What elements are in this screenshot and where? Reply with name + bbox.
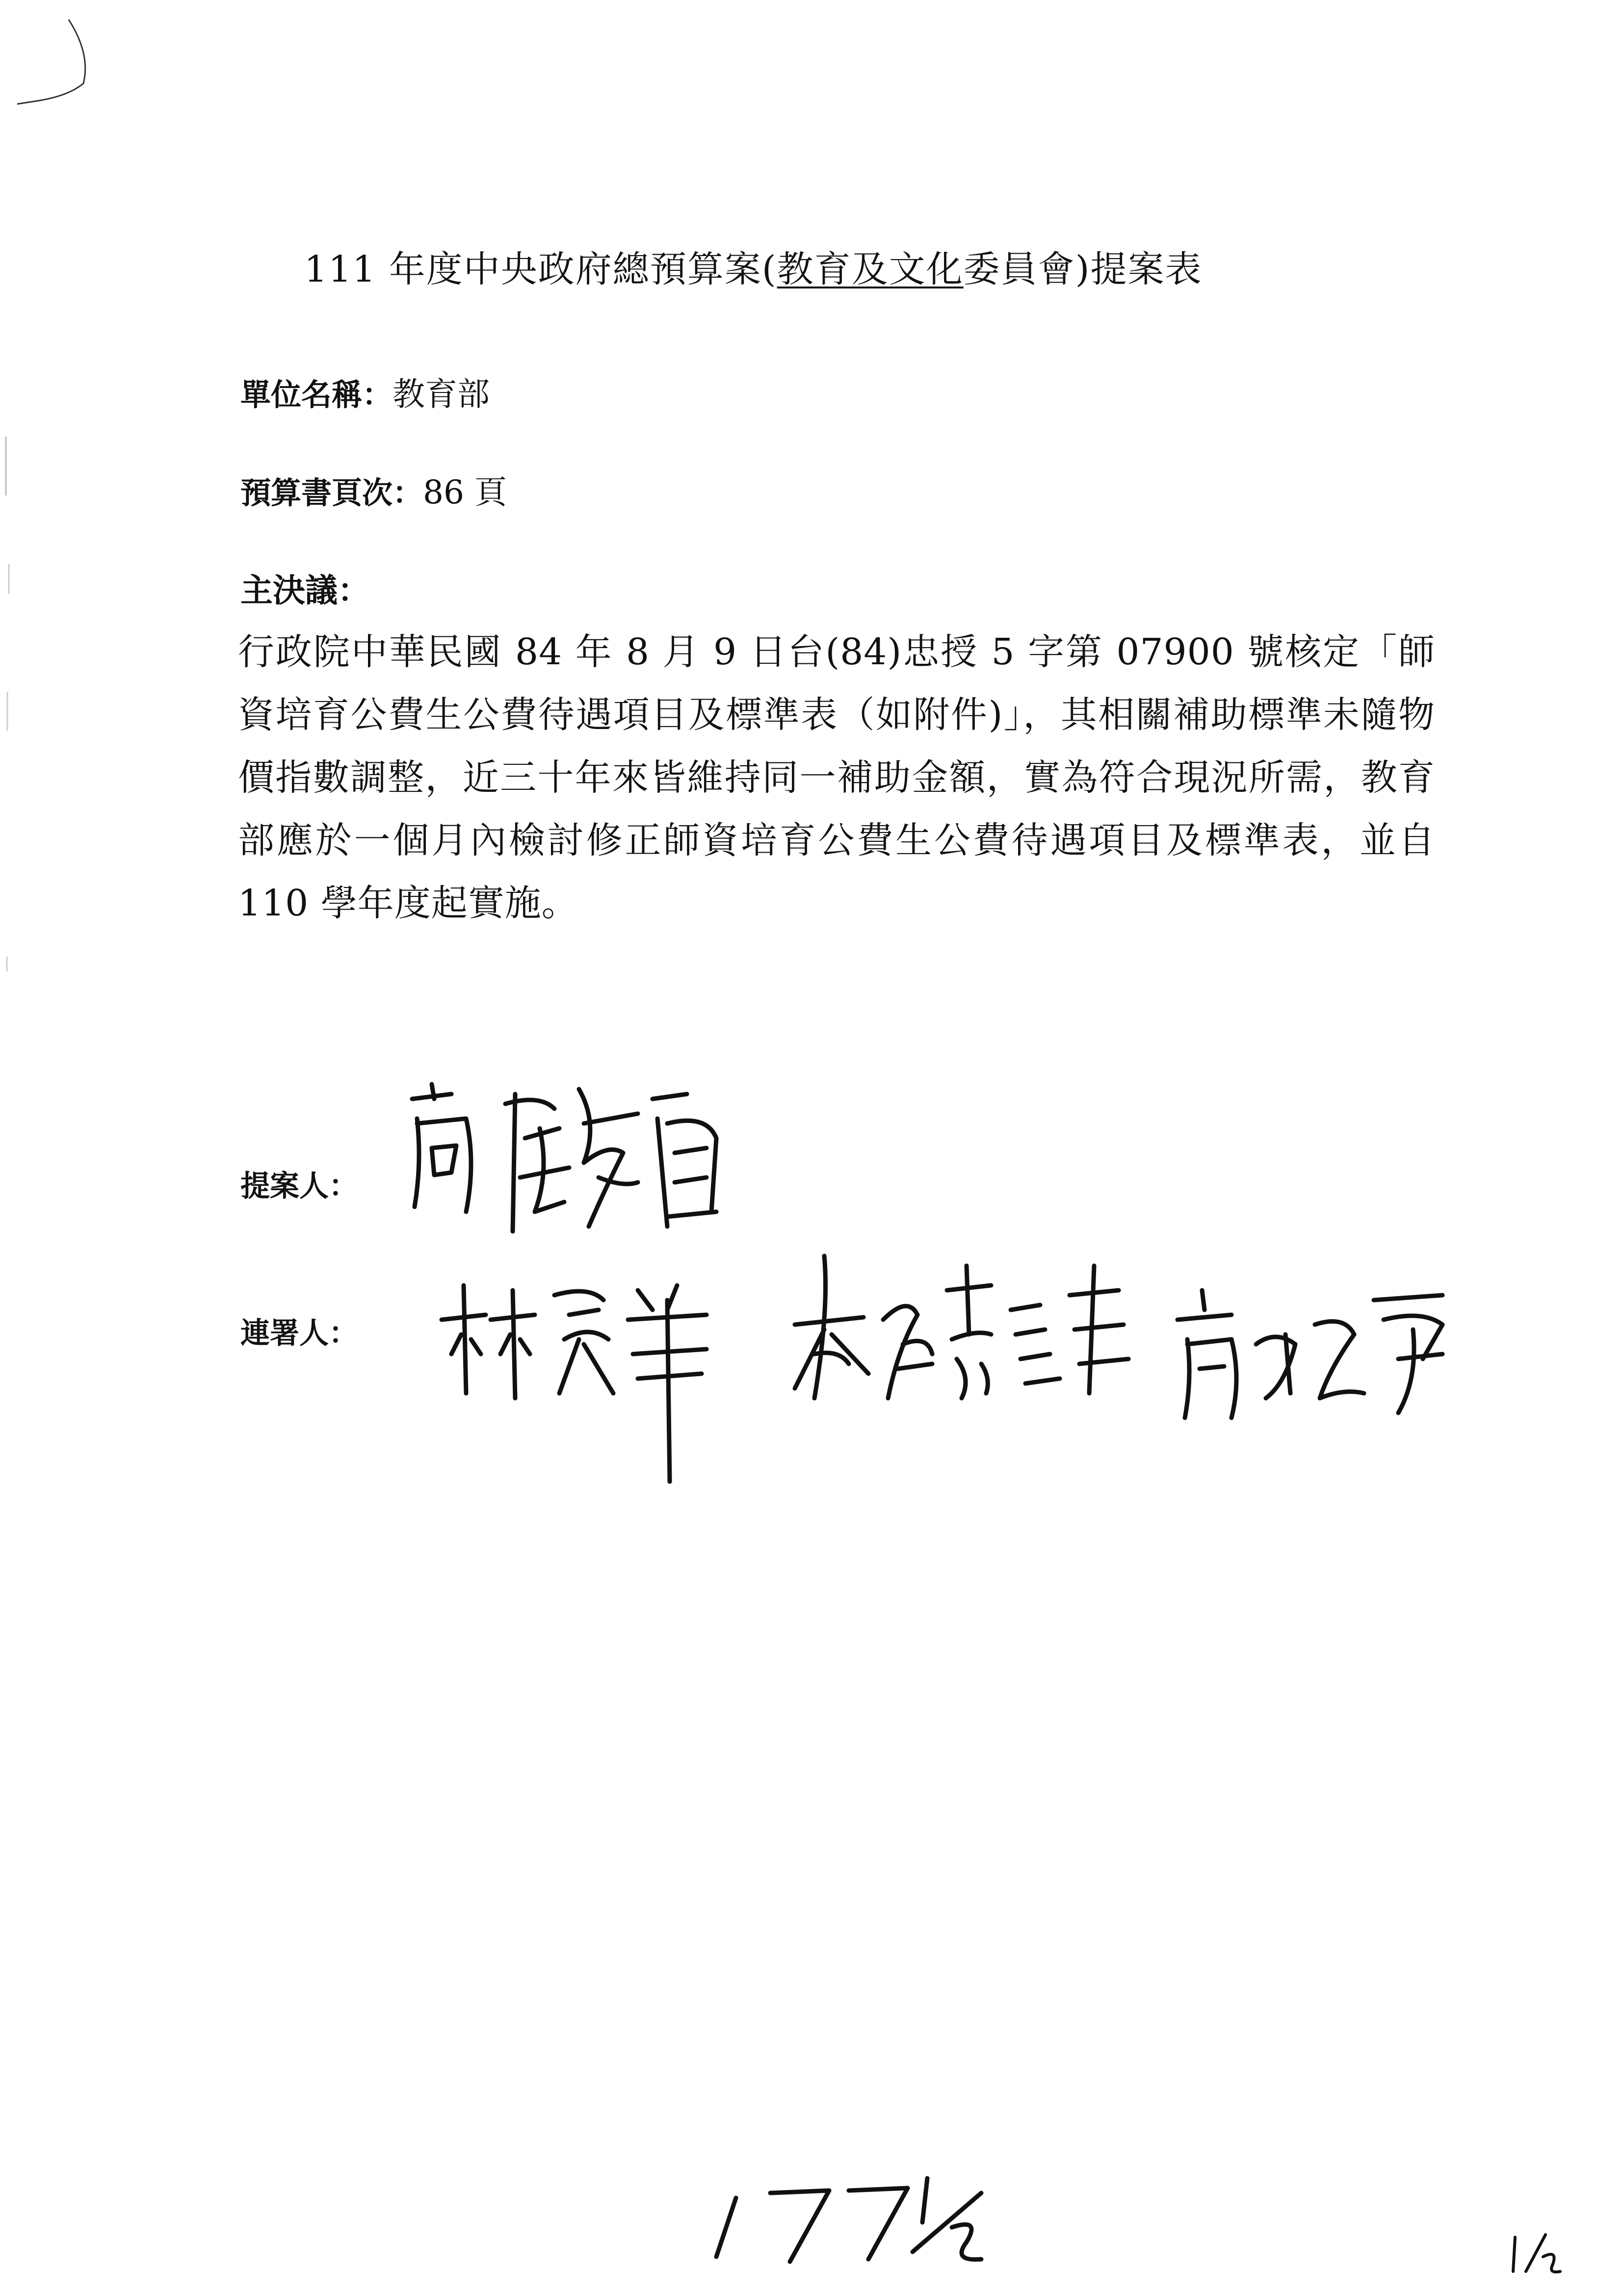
budget-page-label: 預算書頁次： — [240, 475, 423, 511]
proposer-label: 提案人： — [240, 1169, 358, 1203]
scan-edge-specks — [0, 417, 20, 1006]
cosigner-signature-3 — [1168, 1271, 1462, 1433]
proposer-signature — [393, 1065, 736, 1251]
budget-page-value: 86 頁 — [423, 473, 507, 511]
title-committee: 教育及文化 — [777, 248, 964, 290]
unit-name-field — [240, 368, 490, 415]
cosigners-label: 連署人： — [240, 1316, 358, 1351]
resolution-text: 行政院中華民國 84 年 8 月 9 日台(84)忠授 5 字第 07900 號核定「師資培育公費生公費待遇項目及標準表（如附件)」，其相關補助標準未隨物價指數調整，近三十年來皆維持同一補助金額，實為符合現況所需，教育部應於一個月內檢討修正師資培育公費生公費待遇項目及標準表，並自 110 學年度起實施。 — [238, 631, 1435, 924]
handwritten-file-number — [707, 2168, 1021, 2269]
document-title — [304, 240, 1203, 292]
cosigner-signature-1 — [432, 1256, 746, 1491]
title-suffix: 委員會)提案表 — [963, 248, 1203, 290]
budget-page-field — [240, 466, 507, 513]
corner-fold-mark — [10, 10, 108, 113]
page-number-mark — [1506, 2227, 1570, 2278]
title-prefix: 111 年度中央政府總預算案( — [304, 248, 777, 290]
unit-name-label: 單位名稱： — [240, 377, 393, 413]
unit-name-value: 教育部 — [393, 375, 490, 413]
cosigner-signature-2 — [785, 1236, 1138, 1447]
resolution-heading: 主決議： — [240, 572, 370, 609]
